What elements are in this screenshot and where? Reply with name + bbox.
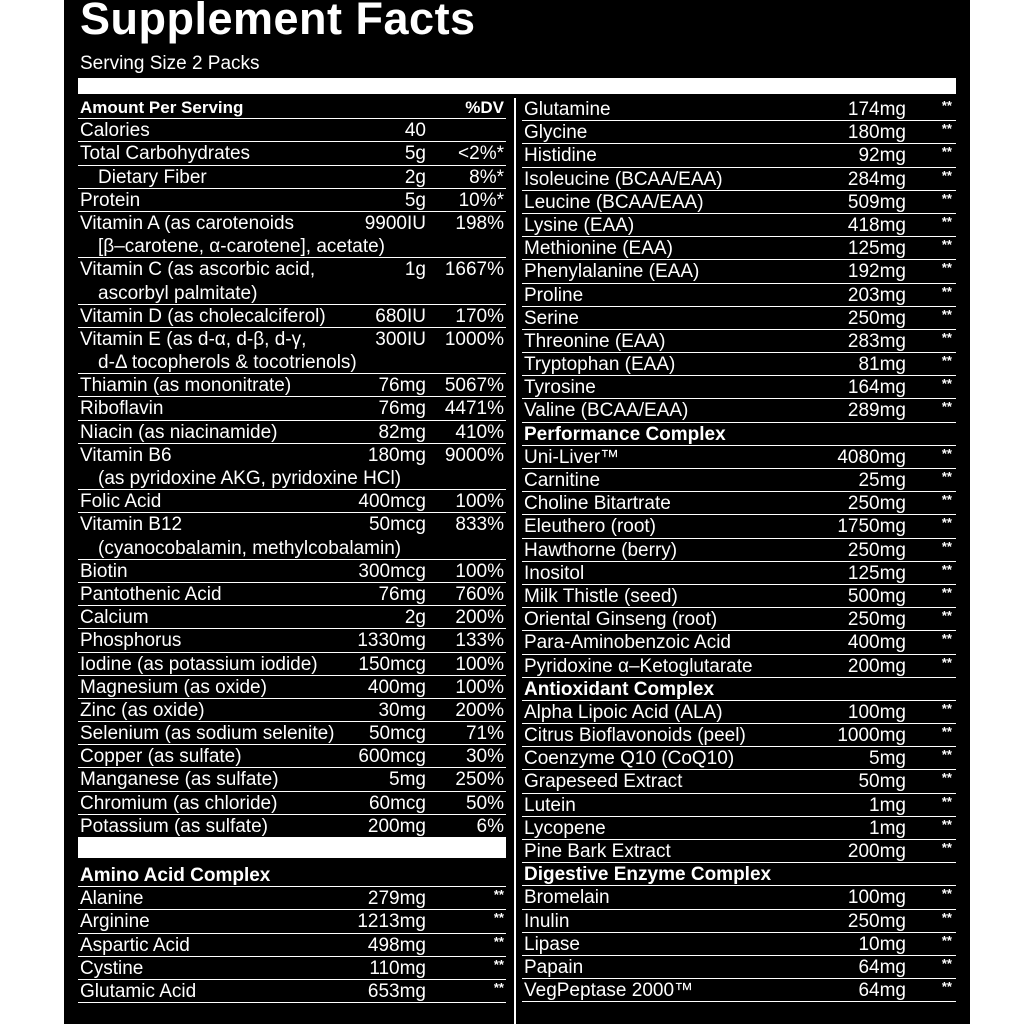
nutrient-name: Vitamin E (as d-α, d-β, d-γ, — [80, 328, 307, 350]
table-row — [522, 168, 956, 191]
amount-value: 1750mg — [837, 516, 906, 538]
amount-value: 5g — [404, 143, 426, 165]
daily-value: 30% — [465, 746, 504, 768]
daily-value: ** — [941, 237, 952, 253]
nutrient-name: Pantothenic Acid — [80, 583, 222, 605]
table-row — [522, 121, 956, 144]
nutrient-name: Uni-Liver™ — [524, 446, 620, 468]
daily-value: ** — [941, 167, 952, 183]
daily-value: 1000% — [444, 328, 504, 350]
amount-value: 9900IU — [364, 212, 426, 234]
nutrient-name: Histidine — [524, 145, 597, 167]
amount-value: 150mcg — [358, 653, 426, 675]
amount-value: 64mg — [858, 980, 906, 1002]
daily-value: ** — [941, 770, 952, 786]
amount-value: 180mg — [367, 444, 426, 466]
table-row — [522, 886, 956, 909]
nutrient-name: Riboflavin — [80, 398, 164, 420]
amount-value: 1330mg — [357, 630, 426, 652]
daily-value: ** — [941, 909, 952, 925]
daily-value: ** — [493, 979, 504, 995]
nutrient-name: Lycopene — [524, 817, 606, 839]
nutrient-name: Manganese (as sulfate) — [80, 769, 279, 791]
nutrient-name: Vitamin A (as carotenoids — [80, 212, 295, 234]
daily-value: ** — [941, 816, 952, 832]
nutrient-name: Tryptophan (EAA) — [524, 354, 676, 376]
table-row — [78, 421, 506, 444]
daily-value: 6% — [476, 815, 504, 837]
daily-value: ** — [941, 631, 952, 647]
nutrient-name: Isoleucine (BCAA/EAA) — [524, 168, 723, 190]
nutrient-name: Arginine — [80, 911, 150, 933]
table-row — [78, 328, 506, 351]
amount-value: 76mg — [378, 583, 426, 605]
table-row — [78, 887, 506, 910]
amount-value: 400mg — [367, 676, 426, 698]
nutrient-name: Vitamin B6 — [80, 444, 172, 466]
table-row — [522, 817, 956, 840]
table-row — [78, 722, 506, 745]
amount-value: 600mcg — [358, 746, 426, 768]
amount-value: 81mg — [858, 354, 906, 376]
nutrient-name: Dietary Fiber — [98, 166, 207, 188]
table-row — [522, 307, 956, 330]
daily-value: 4471% — [444, 398, 504, 420]
table-row — [78, 142, 506, 165]
amount-value: 1mg — [869, 817, 906, 839]
table-row — [522, 701, 956, 724]
nutrient-name: Citrus Bioflavonoids (peel) — [524, 725, 746, 747]
table-row — [78, 560, 506, 583]
amount-value: 500mg — [847, 585, 906, 607]
nutrient-name: Vitamin D (as cholecalciferol) — [80, 305, 326, 327]
table-row — [522, 284, 956, 307]
nutrient-name: Cystine — [80, 957, 144, 979]
daily-value: 10%* — [458, 189, 504, 211]
daily-value: ** — [941, 584, 952, 600]
daily-value: ** — [941, 886, 952, 902]
nutrient-name: Zinc (as oxide) — [80, 699, 205, 721]
amount-value: 50mcg — [368, 723, 426, 745]
daily-value: ** — [941, 260, 952, 276]
table-row — [522, 237, 956, 260]
amount-value: 50mg — [858, 771, 906, 793]
table-row — [78, 653, 506, 676]
nutrient-name: Aspartic Acid — [80, 934, 190, 956]
daily-value: 8%* — [469, 166, 504, 188]
daily-value: ** — [941, 190, 952, 206]
table-row — [522, 260, 956, 283]
amount-value: 174mg — [847, 99, 906, 120]
nutrient-name: Lutein — [524, 794, 576, 816]
top-divider-bar — [78, 78, 956, 94]
amount-value: 180mg — [847, 122, 906, 144]
table-row — [522, 562, 956, 585]
amount-header — [78, 96, 506, 119]
table-row — [522, 933, 956, 956]
table-row — [78, 258, 506, 281]
amount-value: 82mg — [378, 421, 426, 443]
table-row — [78, 490, 506, 513]
amount-value: 289mg — [847, 400, 906, 422]
right-column — [522, 98, 956, 1002]
nutrient-name: Pyridoxine α–Ketoglutarate — [524, 655, 753, 677]
daily-value: 760% — [455, 583, 504, 605]
performance-list — [522, 446, 956, 678]
daily-value: 9000% — [444, 444, 504, 466]
nutrient-name: Coenzyme Q10 (CoQ10) — [524, 748, 735, 770]
table-row — [78, 282, 506, 305]
table-row — [522, 353, 956, 376]
daily-value: 50% — [465, 792, 504, 814]
daily-value: ** — [941, 376, 952, 392]
nutrient-name: Lysine (EAA) — [524, 214, 635, 236]
daily-value: ** — [941, 306, 952, 322]
label-title: Supplement Facts — [80, 0, 476, 44]
table-row — [522, 608, 956, 631]
daily-value: 100% — [455, 560, 504, 582]
table-row — [78, 374, 506, 397]
table-row — [522, 539, 956, 562]
amount-value: 400mg — [847, 632, 906, 654]
table-row — [522, 399, 956, 422]
daily-value: <2%* — [458, 143, 504, 165]
amount-value: 200mg — [847, 841, 906, 862]
table-row — [78, 980, 506, 1003]
serving-size: Serving Size 2 Packs — [80, 53, 260, 74]
nutrient-name: Chromium (as chloride) — [80, 792, 278, 814]
amount-value: 1213mg — [357, 911, 426, 933]
amount-value: 40 — [404, 120, 426, 142]
amount-value: 60mcg — [368, 792, 426, 814]
table-row — [522, 492, 956, 515]
nutrient-name: Eleuthero (root) — [524, 516, 657, 538]
daily-value: 170% — [455, 305, 504, 327]
nutrient-name: Total Carbohydrates — [80, 143, 251, 165]
daily-value: ** — [941, 608, 952, 624]
table-row — [78, 606, 506, 629]
daily-value: 200% — [455, 699, 504, 721]
nutrient-name: Pine Bark Extract — [524, 841, 671, 862]
table-row — [522, 840, 956, 863]
amount-value: 1mg — [869, 794, 906, 816]
table-row — [522, 655, 956, 678]
amount-value: 680IU — [375, 305, 426, 327]
performance-section-title: Performance Complex — [522, 423, 956, 446]
amount-value: 418mg — [847, 214, 906, 236]
table-row — [78, 792, 506, 815]
nutrient-list — [78, 119, 506, 838]
daily-value: ** — [941, 445, 952, 461]
daily-value: 200% — [455, 607, 504, 629]
nutrient-name: Glutamine — [524, 99, 611, 120]
daily-value: ** — [941, 932, 952, 948]
daily-value: 5067% — [444, 375, 504, 397]
amount-value: 76mg — [378, 375, 426, 397]
table-row — [522, 956, 956, 979]
table-row — [522, 794, 956, 817]
nutrient-name: Glutamic Acid — [80, 980, 197, 1002]
nutrient-name: Tyrosine — [524, 377, 596, 399]
table-row — [78, 583, 506, 606]
amount-value: 1g — [404, 259, 426, 281]
table-row — [522, 724, 956, 747]
amount-value: 250mg — [847, 307, 906, 329]
amount-value: 50mcg — [368, 514, 426, 536]
amount-value: 5mg — [869, 748, 906, 770]
nutrient-name: Biotin — [80, 560, 128, 582]
table-row — [78, 444, 506, 467]
table-row — [78, 745, 506, 768]
nutrient-name: Protein — [80, 189, 141, 211]
nutrient-name: Thiamin (as mononitrate) — [80, 375, 292, 397]
table-row — [78, 676, 506, 699]
amount-value: 92mg — [858, 145, 906, 167]
daily-value: ** — [941, 654, 952, 670]
table-row — [522, 144, 956, 167]
table-row — [78, 513, 506, 536]
amount-value: 4080mg — [837, 446, 906, 468]
amount-value: 509mg — [847, 191, 906, 213]
nutrient-name: ascorbyl palmitate) — [98, 282, 258, 304]
table-row — [78, 910, 506, 933]
table-row — [78, 189, 506, 212]
nutrient-name: Proline — [524, 284, 584, 306]
amount-value: 30mg — [378, 699, 426, 721]
nutrient-name: Leucine (BCAA/EAA) — [524, 191, 704, 213]
amino-list — [78, 887, 506, 1003]
amount-value: 653mg — [367, 980, 426, 1002]
nutrient-name: Oriental Ginseng (root) — [524, 609, 718, 631]
nutrient-name: Calcium — [80, 607, 149, 629]
table-row — [78, 397, 506, 420]
amount-value: 125mg — [847, 562, 906, 584]
nutrient-name: Hawthorne (berry) — [524, 539, 678, 561]
antioxidant-section-title: Antioxidant Complex — [522, 678, 956, 701]
nutrient-name: Grapeseed Extract — [524, 771, 683, 793]
amount-value: 110mg — [369, 957, 426, 979]
amount-value: 250mg — [847, 539, 906, 561]
nutrient-name: Alpha Lipoic Acid (ALA) — [524, 701, 723, 723]
daily-value: ** — [493, 933, 504, 949]
table-row — [78, 934, 506, 957]
daily-value: 133% — [455, 630, 504, 652]
amount-value: 1000mg — [837, 725, 906, 747]
amount-value: 250mg — [847, 609, 906, 631]
daily-value: ** — [941, 561, 952, 577]
amount-value: 5g — [404, 189, 426, 211]
table-row — [78, 815, 506, 838]
nutrient-name: Inositol — [524, 562, 585, 584]
digestive-section-title: Digestive Enzyme Complex — [522, 863, 956, 886]
daily-value: 410% — [455, 421, 504, 443]
daily-value: ** — [941, 399, 952, 415]
nutrient-name: Phosphorus — [80, 630, 182, 652]
daily-value: ** — [941, 121, 952, 137]
nutrient-name: Phenylalanine (EAA) — [524, 261, 700, 283]
amount-value: 100mg — [847, 701, 906, 723]
daily-value: ** — [941, 213, 952, 229]
amount-value: 200mg — [847, 655, 906, 677]
table-row — [78, 629, 506, 652]
amount-value: 284mg — [847, 168, 906, 190]
daily-value: ** — [941, 353, 952, 369]
nutrient-name: [β–carotene, α-carotene], acetate) — [98, 236, 386, 258]
amount-per-serving-label: Amount Per Serving — [80, 98, 244, 117]
table-row — [78, 351, 506, 374]
amount-value: 250mg — [847, 910, 906, 932]
amount-value: 300IU — [375, 328, 426, 350]
amount-value: 125mg — [847, 238, 906, 260]
table-row — [78, 235, 506, 258]
daily-value: ** — [941, 329, 952, 345]
nutrient-name: Bromelain — [524, 887, 610, 909]
table-row — [522, 910, 956, 933]
nutrient-name: Papain — [524, 956, 584, 978]
daily-value: ** — [941, 747, 952, 763]
nutrient-name: Glycine — [524, 122, 588, 144]
nutrient-name: Iodine (as potassium iodide) — [80, 653, 318, 675]
table-row — [522, 979, 956, 1002]
daily-value: 100% — [455, 653, 504, 675]
amount-value: 279mg — [367, 888, 426, 910]
table-row — [78, 957, 506, 980]
dv-label: %DV — [465, 98, 504, 117]
amount-value: 498mg — [367, 934, 426, 956]
daily-value: 71% — [465, 723, 504, 745]
nutrient-name: Valine (BCAA/EAA) — [524, 400, 689, 422]
nutrient-name: Selenium (as sodium selenite) — [80, 723, 335, 745]
nutrient-name: VegPeptase 2000™ — [524, 980, 694, 1002]
daily-value: ** — [941, 538, 952, 554]
nutrient-name: Niacin (as niacinamide) — [80, 421, 278, 443]
table-row — [522, 191, 956, 214]
nutrient-name: Milk Thistle (seed) — [524, 585, 678, 607]
amount-value: 200mg — [367, 815, 426, 837]
nutrient-name: Alanine — [80, 888, 144, 910]
daily-value: 833% — [455, 514, 504, 536]
amount-value: 10mg — [858, 933, 906, 955]
amount-value: 76mg — [378, 398, 426, 420]
table-row — [78, 212, 506, 235]
amount-value: 400mcg — [358, 491, 426, 513]
table-row — [78, 467, 506, 490]
nutrient-name: Serine — [524, 307, 579, 329]
table-row — [78, 166, 506, 189]
daily-value: ** — [941, 283, 952, 299]
amino-list-continued — [522, 98, 956, 423]
table-row — [78, 537, 506, 560]
daily-value: ** — [941, 492, 952, 508]
table-row — [78, 699, 506, 722]
table-row — [78, 305, 506, 328]
amount-value: 192mg — [847, 261, 906, 283]
daily-value: 100% — [455, 491, 504, 513]
daily-value: 198% — [455, 212, 504, 234]
daily-value: ** — [941, 700, 952, 716]
nutrient-name: Methionine (EAA) — [524, 238, 673, 260]
nutrient-name: Folic Acid — [80, 491, 162, 513]
column-divider — [514, 98, 516, 1024]
amount-value: 164mg — [847, 377, 906, 399]
nutrient-name: Lipase — [524, 933, 580, 955]
nutrient-name: Inulin — [524, 910, 570, 932]
table-row — [522, 330, 956, 353]
daily-value: ** — [941, 979, 952, 995]
left-column — [78, 96, 506, 1003]
amount-value: 203mg — [847, 284, 906, 306]
section-divider-bar — [78, 838, 506, 858]
daily-value: ** — [941, 793, 952, 809]
nutrient-name: Vitamin B12 — [80, 514, 183, 536]
amount-value: 2g — [404, 607, 426, 629]
daily-value: ** — [941, 724, 952, 740]
nutrient-name: Calories — [80, 120, 150, 142]
daily-value: ** — [493, 956, 504, 972]
table-row — [522, 469, 956, 492]
daily-value: 100% — [455, 676, 504, 698]
table-row — [522, 747, 956, 770]
nutrient-name: Carnitine — [524, 470, 601, 491]
table-row — [522, 214, 956, 237]
nutrient-name: Para-Aminobenzoic Acid — [524, 632, 731, 654]
nutrient-name: Choline Bitartrate — [524, 493, 671, 515]
daily-value: ** — [493, 910, 504, 926]
daily-value: ** — [941, 469, 952, 484]
table-row — [78, 768, 506, 791]
amount-value: 25mg — [858, 470, 906, 491]
amount-value: 283mg — [847, 330, 906, 352]
amount-value: 64mg — [858, 956, 906, 978]
nutrient-name: Potassium (as sulfate) — [80, 815, 268, 837]
table-row — [522, 515, 956, 538]
daily-value: ** — [493, 887, 504, 903]
daily-value: ** — [941, 955, 952, 971]
amino-section-title: Amino Acid Complex — [78, 864, 506, 887]
daily-value: 1667% — [444, 259, 504, 281]
daily-value: ** — [941, 840, 952, 855]
table-row — [522, 770, 956, 793]
nutrient-name: d-Δ tocopherols & tocotrienols) — [98, 352, 357, 374]
nutrient-name: Vitamin C (as ascorbic acid, — [80, 259, 316, 281]
table-row — [522, 98, 956, 121]
table-row — [522, 376, 956, 399]
table-row — [522, 585, 956, 608]
supplement-facts-label — [64, 0, 970, 1024]
amount-value: 100mg — [847, 887, 906, 909]
table-row — [522, 446, 956, 469]
table-row — [78, 119, 506, 142]
daily-value: ** — [941, 144, 952, 160]
amount-value: 2g — [404, 166, 426, 188]
amount-value: 5mg — [389, 769, 426, 791]
antioxidant-list — [522, 701, 956, 863]
nutrient-name: Magnesium (as oxide) — [80, 676, 267, 698]
nutrient-name: Threonine (EAA) — [524, 330, 666, 352]
nutrient-name: Copper (as sulfate) — [80, 746, 242, 768]
amount-value: 250mg — [847, 493, 906, 515]
amount-value: 300mcg — [358, 560, 426, 582]
nutrient-name: (as pyridoxine AKG, pyridoxine HCl) — [98, 468, 402, 489]
daily-value: ** — [941, 515, 952, 531]
daily-value: 250% — [455, 769, 504, 791]
table-row — [522, 631, 956, 654]
nutrient-name: (cyanocobalamin, methylcobalamin) — [98, 537, 402, 559]
digestive-list — [522, 886, 956, 1002]
daily-value: ** — [941, 98, 952, 113]
